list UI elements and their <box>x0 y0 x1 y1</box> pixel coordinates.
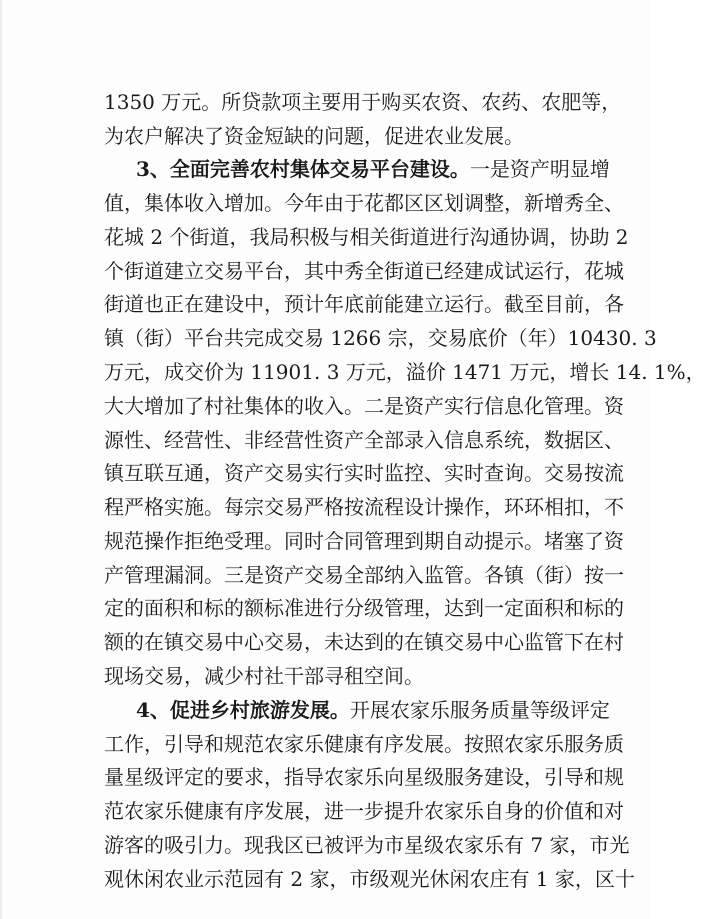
text-line: 花城 2 个街道，我局积极与相关街道进行沟通协调，协助 2 <box>104 225 629 249</box>
text-line: 额的在镇交易中心交易，未达到的在镇交易中心监管下在村 <box>104 630 624 654</box>
text-line: 镇（街）平台共完成交易 1266 宗，交易底价（年）10430. 3 <box>104 326 657 350</box>
text-line: 值，集体收入增加。今年由于花都区区划调整，新增秀全、 <box>104 191 624 215</box>
text-run: 一是资产明显增 <box>469 157 610 181</box>
text-line: 程严格实施。每宗交易严格按流程设计操作，环环相扣，不 <box>104 495 624 519</box>
text-line: 个街道建立交易平台，其中秀全街道已经建成试运行，花城 <box>104 259 624 283</box>
text-line: 观休闲农业示范园有 2 家，市级观光休闲农庄有 1 家，区十 <box>104 867 635 891</box>
text-line: 源性、经营性、非经营性资产全部录入信息系统，数据区、 <box>104 428 624 452</box>
text-line: 范农家乐健康有序发展，进一步提升农家乐自身的价值和对 <box>104 799 624 823</box>
text-line: 大大增加了村社集体的收入。二是资产实行信息化管理。资 <box>104 394 624 418</box>
text-line: 镇互联互通，资产交易实行实时监控、实时查询。交易按流 <box>104 461 624 485</box>
text-line: 为农户解决了资金短缺的问题，促进农业发展。 <box>104 124 524 148</box>
section-heading: 3、全面完善农村集体交易平台建设。 <box>136 157 470 181</box>
text-line: 定的面积和标的额标准进行分级管理，达到一定面积和标的 <box>104 596 624 620</box>
section-heading-line <box>136 155 610 183</box>
section-heading: 4、促进乡村旅游发展。 <box>136 698 350 722</box>
text-line: 万元，成交价为 11901. 3 万元，溢价 1471 万元，增长 14. 1%， <box>104 360 706 384</box>
text-line: 产管理漏洞。三是资产交易全部纳入监管。各镇（街）按一 <box>104 563 624 587</box>
text-line: 工作，引导和规范农家乐健康有序发展。按照农家乐服务质 <box>104 732 624 756</box>
text-run: 开展农家乐服务质量等级评定 <box>349 698 610 722</box>
text-line: 1350 万元。所贷款项主要用于购买农资、农药、农肥等， <box>104 90 622 114</box>
text-line: 街道也正在建设中，预计年底前能建立运行。截至目前，各 <box>104 292 624 316</box>
text-line: 现场交易，减少村社干部寻租空间。 <box>104 664 424 688</box>
section-heading-line <box>136 696 610 724</box>
scan-edge-left <box>0 0 3 919</box>
text-line: 量星级评定的要求，指导农家乐向星级服务建设，引导和规 <box>104 765 624 789</box>
text-line: 游客的吸引力。现我区已被评为市星级农家乐有 7 家，市光 <box>104 833 630 857</box>
text-line: 规范操作拒绝受理。同时合同管理到期自动提示。堵塞了资 <box>104 529 624 553</box>
